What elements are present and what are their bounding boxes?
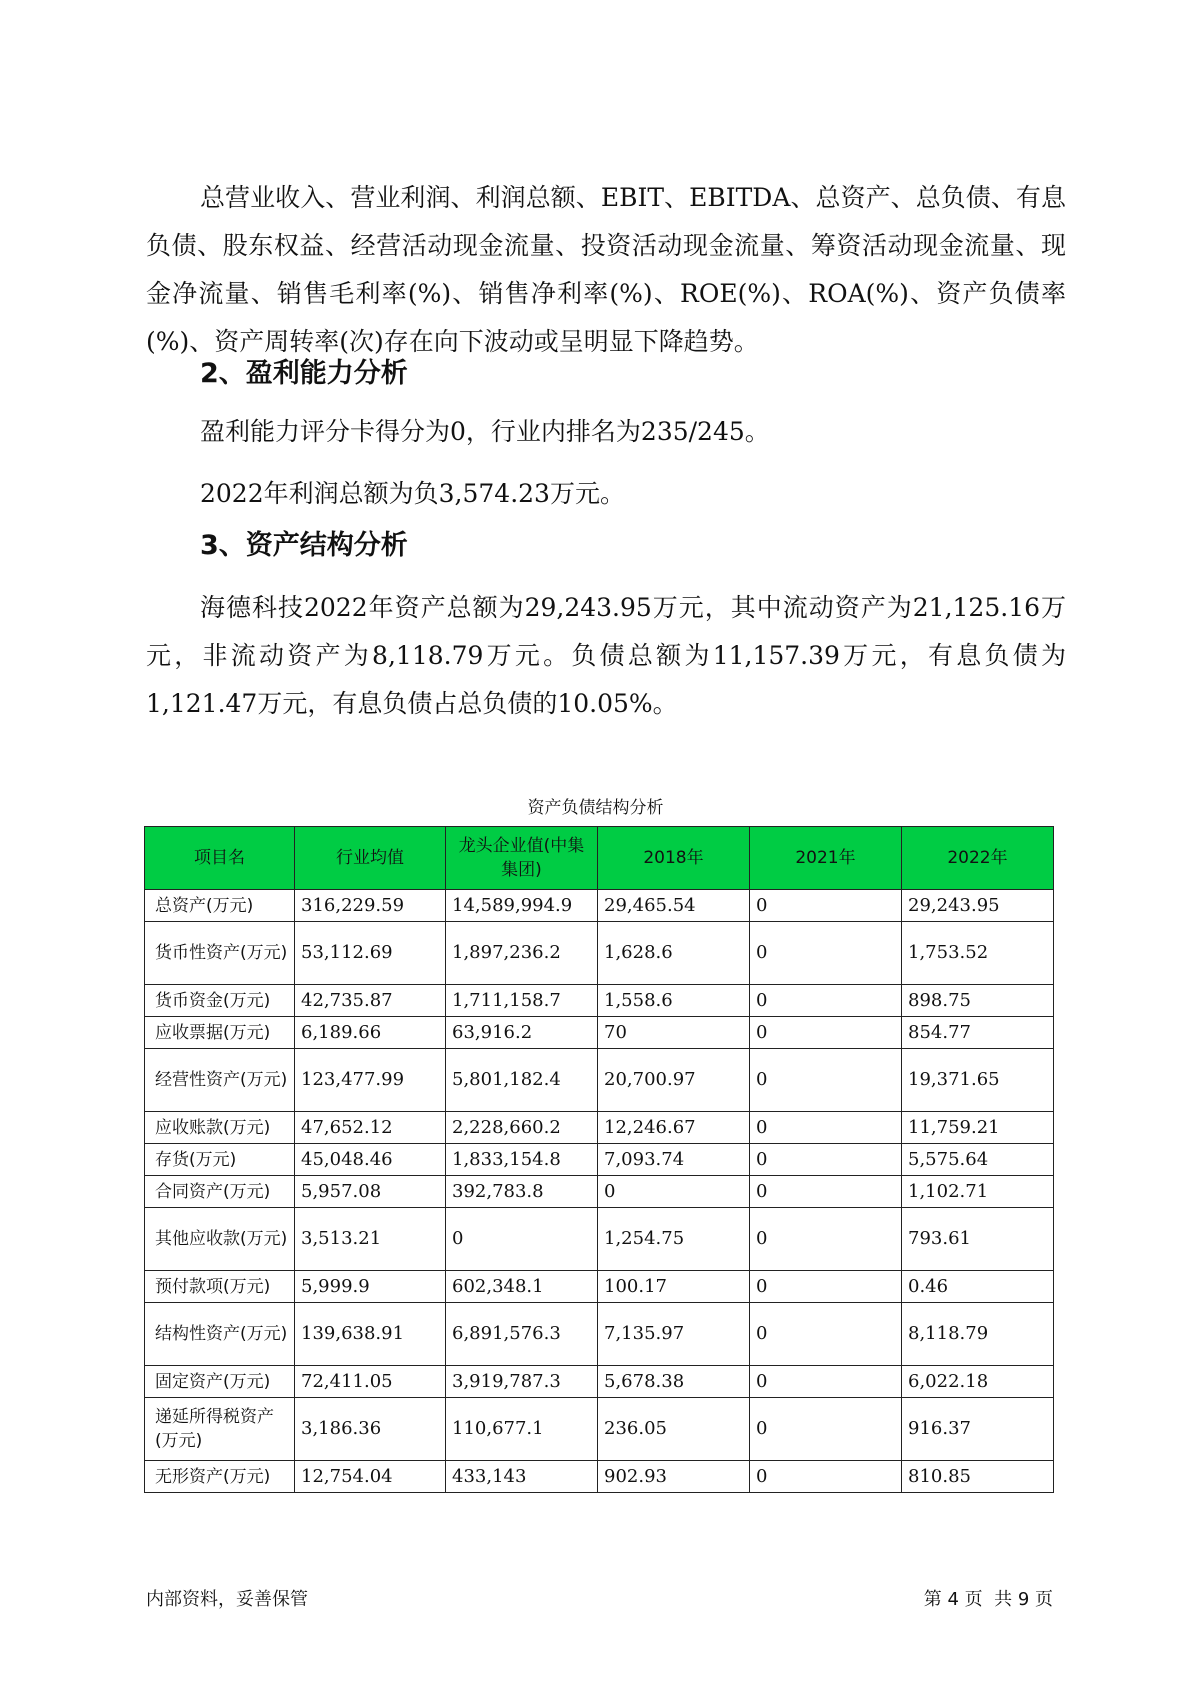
- table-cell: 19,371.65: [902, 1049, 1054, 1112]
- table-cell: 5,678.38: [598, 1366, 750, 1398]
- table-row: [145, 1271, 1054, 1303]
- table-header-row: [145, 827, 1054, 890]
- header-cell-industry-avg: 行业均值: [295, 827, 446, 890]
- table-cell: 2,228,660.2: [446, 1112, 598, 1144]
- section2-para2: 2022年利润总额为负3,574.23万元。: [200, 479, 625, 508]
- table-cell: 1,102.71: [902, 1176, 1054, 1208]
- header-cell-2021: 2021年: [750, 827, 902, 890]
- table-cell: 0: [750, 1017, 902, 1049]
- row-label-cell: 货币性资产(万元): [145, 922, 295, 985]
- table-cell: 0: [750, 922, 902, 985]
- row-label-cell: 存货(万元): [145, 1144, 295, 1176]
- header-cell-2018: 2018年: [598, 827, 750, 890]
- table-cell: 916.37: [902, 1398, 1054, 1461]
- table-cell: 5,575.64: [902, 1144, 1054, 1176]
- table-cell: 12,246.67: [598, 1112, 750, 1144]
- table-cell: 7,135.97: [598, 1303, 750, 1366]
- table-cell: 3,513.21: [295, 1208, 446, 1271]
- table-cell: 45,048.46: [295, 1144, 446, 1176]
- table-cell: 29,465.54: [598, 890, 750, 922]
- table-cell: 854.77: [902, 1017, 1054, 1049]
- table-cell: 6,022.18: [902, 1366, 1054, 1398]
- table-cell: 139,638.91: [295, 1303, 446, 1366]
- row-label-cell: 经营性资产(万元): [145, 1049, 295, 1112]
- section3-para1: 海德科技2022年资产总额为29,243.95万元，其中流动资产为21,125.16万元，非流动资产为8,118.79万元。负债总额为11,157.39万元，有息负债为1,121.47万元，有息负债占总负债的10.05%。: [146, 593, 1066, 718]
- table-cell: 898.75: [902, 985, 1054, 1017]
- row-label-cell: 预付款项(万元): [145, 1271, 295, 1303]
- table-cell: 0.46: [902, 1271, 1054, 1303]
- table-cell: 0: [750, 1112, 902, 1144]
- table-cell: 236.05: [598, 1398, 750, 1461]
- table-cell: 70: [598, 1017, 750, 1049]
- table-cell: 0: [750, 1303, 902, 1366]
- table-cell: 1,753.52: [902, 922, 1054, 985]
- row-label-cell: 其他应收款(万元): [145, 1208, 295, 1271]
- table-row: [145, 1303, 1054, 1366]
- table-cell: 110,677.1: [446, 1398, 598, 1461]
- row-label-cell: 合同资产(万元): [145, 1176, 295, 1208]
- table-cell: 3,186.36: [295, 1398, 446, 1461]
- section2-para1: 盈利能力评分卡得分为0，行业内排名为235/245。: [200, 417, 770, 446]
- table-cell: 602,348.1: [446, 1271, 598, 1303]
- section2-heading: 2、盈利能力分析: [200, 358, 408, 389]
- table-caption: 资产负债结构分析: [527, 798, 664, 818]
- table-cell: 0: [750, 890, 902, 922]
- row-label-cell: 应收账款(万元): [145, 1112, 295, 1144]
- table-cell: 0: [598, 1176, 750, 1208]
- table-cell: 123,477.99: [295, 1049, 446, 1112]
- row-label-cell: 无形资产(万元): [145, 1461, 295, 1493]
- table-cell: 0: [750, 1208, 902, 1271]
- table-cell: 53,112.69: [295, 922, 446, 985]
- table-row: [145, 1461, 1054, 1493]
- table-cell: 100.17: [598, 1271, 750, 1303]
- table-cell: 316,229.59: [295, 890, 446, 922]
- table-cell: 0: [750, 1366, 902, 1398]
- table-cell: 42,735.87: [295, 985, 446, 1017]
- table-cell: 0: [750, 1144, 902, 1176]
- table-row: [145, 985, 1054, 1017]
- table-cell: 6,189.66: [295, 1017, 446, 1049]
- table-cell: 0: [750, 985, 902, 1017]
- table-cell: 5,999.9: [295, 1271, 446, 1303]
- table-cell: 29,243.95: [902, 890, 1054, 922]
- table-cell: 0: [750, 1398, 902, 1461]
- table-row: [145, 1176, 1054, 1208]
- row-label-cell: 应收票据(万元): [145, 1017, 295, 1049]
- header-cell-2022: 2022年: [902, 827, 1054, 890]
- table-cell: 7,093.74: [598, 1144, 750, 1176]
- table-cell: 0: [750, 1049, 902, 1112]
- table-cell: 1,558.6: [598, 985, 750, 1017]
- table-cell: 0: [446, 1208, 598, 1271]
- table-row: [145, 890, 1054, 922]
- table-cell: 72,411.05: [295, 1366, 446, 1398]
- table-cell: 392,783.8: [446, 1176, 598, 1208]
- table-cell: 793.61: [902, 1208, 1054, 1271]
- table-row: [145, 1144, 1054, 1176]
- table-cell: 20,700.97: [598, 1049, 750, 1112]
- table-cell: 1,833,154.8: [446, 1144, 598, 1176]
- table-cell: 0: [750, 1461, 902, 1493]
- balance-structure-table: [144, 826, 1054, 1493]
- table-cell: 433,143: [446, 1461, 598, 1493]
- table-cell: 1,628.6: [598, 922, 750, 985]
- table-cell: 11,759.21: [902, 1112, 1054, 1144]
- table-cell: 5,801,182.4: [446, 1049, 598, 1112]
- table-cell: 47,652.12: [295, 1112, 446, 1144]
- table-row: [145, 1112, 1054, 1144]
- table-row: [145, 922, 1054, 985]
- footer-confidential: 内部资料，妥善保管: [146, 1589, 308, 1610]
- table-cell: 12,754.04: [295, 1461, 446, 1493]
- table-cell: 14,589,994.9: [446, 890, 598, 922]
- row-label-cell: 总资产(万元): [145, 890, 295, 922]
- table-cell: 5,957.08: [295, 1176, 446, 1208]
- table-body: [145, 890, 1054, 1493]
- table-cell: 63,916.2: [446, 1017, 598, 1049]
- table-cell: 902.93: [598, 1461, 750, 1493]
- table-row: [145, 1049, 1054, 1112]
- table-cell: 0: [750, 1176, 902, 1208]
- row-label-cell: 货币资金(万元): [145, 985, 295, 1017]
- section3-heading: 3、资产结构分析: [200, 530, 408, 561]
- table-row: [145, 1398, 1054, 1461]
- table-cell: 6,891,576.3: [446, 1303, 598, 1366]
- header-cell-leader: 龙头企业值(中集集团): [446, 827, 598, 890]
- table-cell: 810.85: [902, 1461, 1054, 1493]
- intro-paragraph: 总营业收入、营业利润、利润总额、EBIT、EBITDA、总资产、总负债、有息负债、股东权益、经营活动现金流量、投资活动现金流量、筹资活动现金流量、现金净流量、销售毛利率(%)、销售净利率(%)、ROE(%)、ROA(%)、资产负债率(%)、资产周转率(次)存在向下波动或呈明显下降趋势。: [146, 183, 1066, 356]
- row-label-cell: 递延所得税资产(万元): [145, 1398, 295, 1461]
- table-cell: 3,919,787.3: [446, 1366, 598, 1398]
- table-row: [145, 1017, 1054, 1049]
- table-cell: 1,711,158.7: [446, 985, 598, 1017]
- table-cell: 1,897,236.2: [446, 922, 598, 985]
- row-label-cell: 结构性资产(万元): [145, 1303, 295, 1366]
- header-cell-item: 项目名: [145, 827, 295, 890]
- table-row: [145, 1366, 1054, 1398]
- table-cell: 0: [750, 1271, 902, 1303]
- row-label-cell: 固定资产(万元): [145, 1366, 295, 1398]
- footer-page-number: 第 4 页 共 9 页: [923, 1589, 1053, 1610]
- table-row: [145, 1208, 1054, 1271]
- table-cell: 8,118.79: [902, 1303, 1054, 1366]
- table-cell: 1,254.75: [598, 1208, 750, 1271]
